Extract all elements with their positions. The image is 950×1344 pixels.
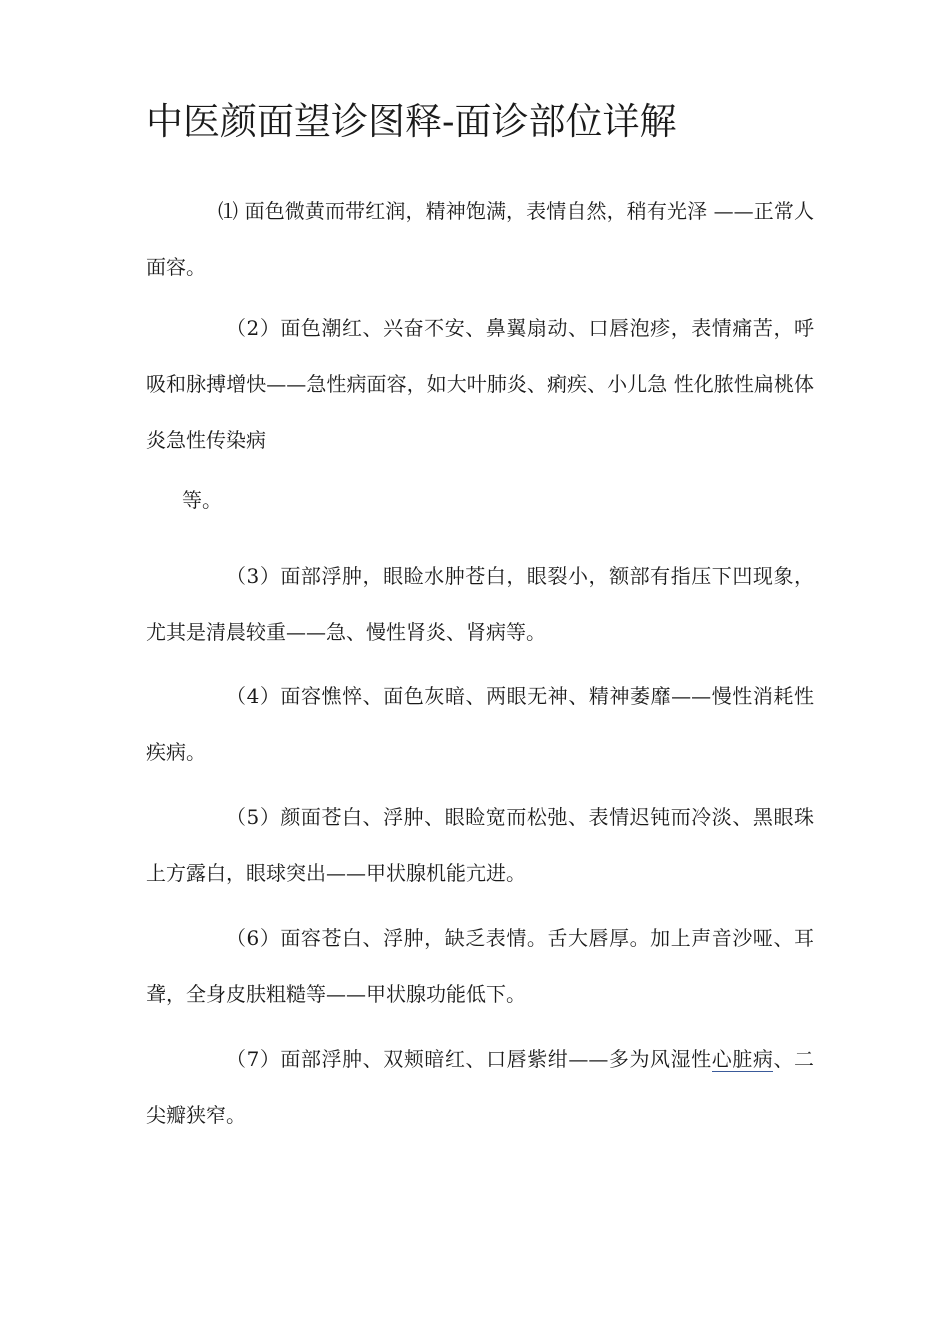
paragraph-1: ⑴ 面色微黄而带红润，精神饱满，表情自然，稍有光泽 ——正常人面容。 [146,199,814,279]
underlined-term: 心脏病 [711,1047,774,1071]
paragraph-7 [146,1031,814,1143]
paragraph-4: （4）面容憔悴、面色灰暗、两眼无神、精神萎靡——慢性消耗性疾病。 [146,684,814,764]
paragraph-3: （3）面部浮肿，眼睑水肿苍白，眼裂小，额部有指压下凹现象，尤其是清晨较重——急、慢性肾炎、肾病等。 [146,564,814,644]
paragraph-5: （5）颜面苍白、浮肿、眼睑宽而松弛、表情迟钝而冷淡、黑眼珠上方露白，眼球突出——甲状腺机能亢进。 [146,805,814,885]
paragraph-7-text-before: （7）面部浮肿、双颊暗红、口唇紫绀——多为风湿性 [226,1047,712,1071]
paragraph-2: （2）面色潮红、兴奋不安、鼻翼扇动、口唇泡疹，表情痛苦，呼吸和脉搏增快——急性病面容，如大叶肺炎、痢疾、小儿急 性化脓性扁桃体炎急性传染病 [146,316,814,452]
paragraph-2-continuation: 等。 [182,488,222,512]
document-title: 中医颜面望诊图释-面诊部位详解 [146,100,677,143]
paragraph-6: （6）面容苍白、浮肿，缺乏表情。舌大唇厚。加上声音沙哑、耳聋，全身皮肤粗糙等——甲状腺功能低下。 [146,926,814,1006]
paragraph-7-text-after: 、二尖瓣狭窄。 [146,1047,815,1127]
